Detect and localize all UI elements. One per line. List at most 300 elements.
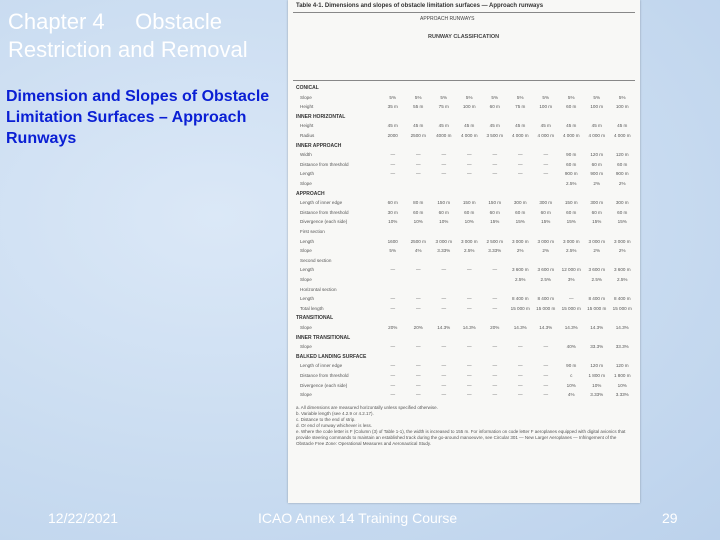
table-cell: 10% [464,219,474,225]
table-cell: — [466,267,472,273]
table-cell: — [390,382,396,388]
row-label: Slope [300,325,312,330]
table-cell: 90 m [566,363,577,369]
table-cell: 120 m [615,152,629,158]
table-cell: 60 m [464,209,475,215]
table-cell: 2% [618,181,626,186]
table-cell [457,277,483,282]
table-cell: 120 m [590,363,604,369]
table-cell: 8 400 m [537,296,555,302]
table-cell: — [543,392,549,398]
table-row [288,122,640,131]
table-row [288,199,640,208]
table-cell: 15 000 m [561,305,581,311]
table-cell: 150 m [437,200,451,206]
table-cell: — [390,161,396,167]
table-cell: 4 000 m [613,133,631,138]
table-cell: 14.3% [462,325,476,330]
table-cell: 55 m [413,104,424,110]
table-cell: 100 m [539,104,553,110]
table-cell: — [441,344,447,350]
table-cell: 75 m [438,104,449,110]
table-cell: — [466,344,472,350]
table-cell: 30 m [387,209,398,215]
table-cell: — [492,363,498,369]
table-cell: 45 m [489,123,500,129]
table-cell: 45 m [387,123,398,129]
table-row [288,228,640,237]
table-cell: 10% [592,382,602,388]
table-row [288,314,640,323]
table-cell: 1 800 m [588,373,606,378]
table-cell: 45 m [617,123,628,129]
table-cell: 3 600 m [537,267,555,273]
table-cell: 3 600 m [613,267,631,273]
table-cell [431,181,457,186]
table-cell: — [492,305,498,311]
row-label: Length of inner edge [300,363,343,369]
table-cell: 300 m [539,200,553,206]
table-cell [406,277,432,282]
table-cell: 3% [567,277,575,282]
table-note: b. Variable length (see 4.2.9 or 4.2.17). [296,410,374,416]
table-cell: 2% [593,248,601,254]
table-cell: 60 m [489,104,500,110]
table-cell: 60 m [540,209,551,215]
row-label: Slope [300,277,312,282]
table-cell: — [517,171,523,177]
table-cell: 5% [593,94,601,100]
table-cell: 60 m [566,104,577,110]
table-cell: 100 m [615,104,629,110]
table-cell: 5% [542,94,550,100]
table-cell: 120 m [615,363,629,369]
table-cell: — [492,267,498,273]
row-label: Width [300,152,312,158]
table-cell: — [543,161,549,167]
table-cell: — [492,161,498,167]
table-row [288,151,640,160]
table-cell: — [492,382,498,388]
table-cell: 2.5% [464,248,475,254]
table-cell: 10% [413,219,423,225]
table-cell: 45 m [566,123,577,129]
table-row [288,353,640,362]
table-row [288,238,640,247]
table-note: c. Distance to the end of strip. [296,416,356,422]
table-row [288,305,640,314]
table-cell: 60 m [591,161,602,167]
table-cell: — [492,171,498,177]
table-row [288,266,640,275]
title-line-1: Chapter 4 Obstacle [8,9,222,34]
table-cell: — [466,296,472,302]
row-label: First section [300,229,325,234]
table-row [288,334,640,343]
table-cell: — [441,373,447,378]
table-cell: 3.33% [615,392,629,398]
row-label: Slope [300,248,312,254]
table-cell: 2.5% [515,277,526,282]
table-cell: 15 000 m [587,305,607,311]
table-cell: — [441,296,447,302]
table-cell: — [517,344,523,350]
row-label: Length [300,171,315,177]
table-row [288,132,640,141]
table-cell: — [415,373,421,378]
table-cell: 900 m [590,171,604,177]
table-cell: — [415,344,421,350]
table-cell: 45 m [591,123,602,129]
table-cell: — [492,392,498,398]
table-cell: 4 000 m [588,133,606,138]
table-cell: 100 m [590,104,604,110]
table-cell: 10% [388,219,398,225]
table-cell: — [441,392,447,398]
table-cell: — [441,305,447,311]
table-cell: 14.3% [615,325,629,330]
table-cell: 4 000 m [511,133,529,138]
table-cell [482,277,508,282]
table-row [288,161,640,170]
table-note: a. All dimensions are measured horizontally unless specified otherwise. [296,404,438,410]
table-cell: — [517,363,523,369]
table-cell: 5% [516,94,524,100]
table-cell: — [466,382,472,388]
slide-title [8,8,288,64]
row-label: Slope [300,392,312,398]
table-cell: 15 000 m [536,305,556,311]
table-cell: — [492,152,498,158]
table-cell: 2.5% [540,277,551,282]
table-cell: 15% [541,219,551,225]
row-label: Distance from threshold [300,209,349,215]
row-label: Slope [300,181,312,186]
table-cell: 2000 [387,133,398,138]
table-cell: — [441,161,447,167]
table-cell [380,277,406,282]
table-cell: 3 600 m [588,267,606,273]
table-cell [406,181,432,186]
table-cell: — [543,152,549,158]
table-row [288,218,640,227]
table-cell: 75 m [515,104,526,110]
table-cell: — [390,296,396,302]
table-cell: 4% [414,248,422,254]
table-cell: 15% [566,219,576,225]
table-cell: 2.5% [566,248,577,254]
table-cell: 15% [515,219,525,225]
table-cell: 5% [440,94,448,100]
table-cell: 60 m [617,209,628,215]
table-cell: — [568,296,574,302]
row-label: Distance from threshold [300,373,349,378]
table-cell: c [570,373,573,378]
table-cell: 20% [413,325,423,330]
table-cell: — [415,363,421,369]
table-cell: 20% [388,325,398,330]
table-cell: 4 000 m [562,133,580,138]
table-cell: — [390,373,396,378]
table-cell: 60 m [617,161,628,167]
row-label: Slope [300,94,312,100]
table-header: APPROACH RUNWAYS [420,16,475,22]
table-cell: 45 m [540,123,551,129]
table-cell: 150 m [462,200,476,206]
table-row [288,324,640,333]
table-cell [533,181,559,186]
table-cell: 90 m [566,152,577,158]
footer-page-number: 29 [662,510,678,526]
table-cell: 14.3% [539,325,553,330]
table-cell: — [543,373,549,378]
table-cell: — [517,392,523,398]
table-cell: 10% [566,382,576,388]
table-cell: — [517,161,523,167]
table-cell: 45 m [464,123,475,129]
table-cell: 60 m [515,209,526,215]
row-label: Length of inner edge [300,200,343,206]
runway-classification-header: RUNWAY CLASSIFICATION [428,34,500,40]
row-label: Length [300,238,315,244]
row-label: Height [300,123,314,129]
row-label: Divergence (each side) [300,382,348,388]
table-cell: 2500 m [410,238,426,244]
table-cell: — [441,382,447,388]
table-cell [482,181,508,186]
table-cell: — [390,363,396,369]
table-cell: 2 500 m [486,238,504,244]
table-cell: 120 m [590,152,604,158]
table-cell: — [441,267,447,273]
table-cell: 5% [389,94,397,100]
table-cell: 150 m [488,200,502,206]
table-cell: 12 000 m [561,267,581,273]
table-row [288,247,640,256]
table-cell: 2.5% [566,181,577,186]
table-note: d. Or end of runway whichever is less. [296,422,373,428]
table-cell: — [390,152,396,158]
table-row [288,295,640,304]
table-cell: 15 000 m [612,305,632,311]
table-cell: — [543,382,549,388]
table-note: e. Where the code letter is F (Column (3) of Table 1-1), the width is increased to 155 m. For information on code letter F aeroplanes equipped with digital avionics that provide steering commands to maintain an established track during the go-around manoeuvre, see Circular 301 — New Larger Aeroplanes — Infringement of the Obstacle Free Zone: Operational Measures and Aeronautical Study. [296,428,626,446]
table-row [288,257,640,266]
table-cell: 2.5% [617,277,628,282]
table-cell: 10% [617,382,627,388]
table-cell: — [390,305,396,311]
table-cell: 4000 m [436,133,452,138]
table-cell: — [441,171,447,177]
footer-date: 12/22/2021 [48,510,119,526]
row-label: Length [300,267,315,273]
table-cell: 15% [490,219,500,225]
row-label: INNER TRANSITIONAL [296,334,351,341]
table-row [288,209,640,218]
table-cell: 60 m [413,209,424,215]
divider [293,80,635,81]
table-cell: — [390,267,396,273]
table-cell: — [415,382,421,388]
table-row [288,382,640,391]
table-cell: — [415,161,421,167]
table-row [288,94,640,103]
table-cell: — [441,152,447,158]
table-cell: — [390,392,396,398]
table-cell: 8 400 m [613,296,631,302]
table-cell: 14.3% [437,325,451,330]
table-cell: 900 m [615,171,629,177]
table-cell: 8 400 m [511,296,529,302]
table-cell: 5% [465,94,473,100]
row-label: INNER HORIZONTAL [296,113,346,120]
table-cell: 900 m [564,171,578,177]
table-cell: 300 m [590,200,604,206]
table-cell: — [466,152,472,158]
table-cell: 1600 [387,238,398,244]
table-cell: — [466,171,472,177]
table-cell: 80 m [413,200,424,206]
table-cell: 10% [439,219,449,225]
table-cell: — [543,344,549,350]
table-row [288,276,640,285]
table-row [288,362,640,371]
row-label: Radius [300,133,315,138]
row-label: Divergence (each side) [300,219,348,225]
table-cell: 300 m [615,200,629,206]
table-cell: 3 500 m [486,133,504,138]
table-cell: — [543,363,549,369]
table-cell [508,181,534,186]
table-notes [296,405,632,447]
table-cell: — [390,171,396,177]
table-cell: 20% [490,325,500,330]
table-cell: 2500 m [410,133,426,138]
table-cell: 8 400 m [588,296,606,302]
table-row [288,190,640,199]
table-cell: 3 000 m [588,238,606,244]
table-row [288,113,640,122]
table-cell: — [466,373,472,378]
table-cell: 35 m [387,104,398,110]
table-cell: 3 000 m [562,238,580,244]
table-cell: 4 000 m [460,133,478,138]
table-cell: — [415,296,421,302]
table-row [288,170,640,179]
table-row [288,84,640,93]
table-cell: 15% [592,219,602,225]
row-label: Horizontal section [300,286,337,292]
row-label: Total length [300,305,324,311]
table-cell [457,181,483,186]
title-line-2: Restriction and Removal [8,37,248,62]
table-cell: 1 800 m [613,373,631,378]
document-image [288,0,640,503]
table-cell: 33.3% [615,344,629,350]
table-cell: 60 m [438,209,449,215]
table-cell: 15% [617,219,627,225]
table-cell: 3 000 m [460,238,478,244]
table-cell: — [466,392,472,398]
table-cell: — [517,382,523,388]
table-cell: 60 m [387,200,398,206]
table-cell: 3.33% [590,392,604,398]
table-cell: — [466,305,472,311]
row-label: Height [300,104,314,110]
table-cell: 2% [593,181,601,186]
table-cell: — [466,161,472,167]
table-title: Table 4-1. Dimensions and slopes of obstacle limitation surfaces — Approach runways [296,3,544,9]
table-row [288,180,640,189]
table-cell: 5% [618,94,626,100]
table-cell: 14.3% [564,325,578,330]
table-cell: 14.3% [513,325,527,330]
table-cell: 100 m [462,104,476,110]
table-cell: 33.3% [590,344,604,350]
table-cell: 3 000 m [435,238,453,244]
table-cell: 5% [567,94,575,100]
table-cell: 45 m [438,123,449,129]
table-cell: — [492,296,498,302]
table-cell: 2% [516,248,524,254]
table-cell: — [543,171,549,177]
table-row [288,343,640,352]
table-cell: 60 m [566,161,577,167]
table-cell: 40% [566,344,576,350]
table-cell: 3.33% [488,248,502,254]
table-cell: 4 000 m [537,133,555,138]
table-cell [431,277,457,282]
table-cell: 45 m [515,123,526,129]
table-cell: 60 m [591,209,602,215]
table-cell: 45 m [413,123,424,129]
table-row [288,103,640,112]
row-label: APPROACH [296,190,325,197]
table-cell: 14.3% [590,325,604,330]
table-cell: 15 000 m [510,305,530,311]
table-cell: 3 000 m [613,238,631,244]
divider [293,12,635,13]
row-label: Slope [300,344,312,350]
table-cell: 2.5% [591,277,602,282]
table-cell: 4% [567,392,575,398]
row-label: Length [300,296,315,302]
table-cell: 3 600 m [511,267,529,273]
row-label: CONICAL [296,85,319,91]
table-row [288,286,640,295]
table-cell: — [415,392,421,398]
table-cell: 60 m [489,209,500,215]
table-cell: — [415,171,421,177]
footer-course: ICAO Annex 14 Training Course [258,510,458,526]
table-cell: 2% [542,248,550,254]
table-row [288,372,640,381]
table-cell: 3.33% [437,248,451,254]
table-cell: — [517,152,523,158]
table-cell: — [466,363,472,369]
table-cell: 300 m [513,200,527,206]
table-cell: — [390,344,396,350]
table-cell: — [517,373,523,378]
table-cell: 3 000 m [537,238,555,244]
row-label: Second section [300,257,332,263]
table-cell: — [441,363,447,369]
row-label: INNER APPROACH [296,142,342,149]
table-cell: 60 m [566,209,577,215]
table-cell: — [492,344,498,350]
table-row [288,391,640,400]
table-cell: 5% [491,94,499,100]
